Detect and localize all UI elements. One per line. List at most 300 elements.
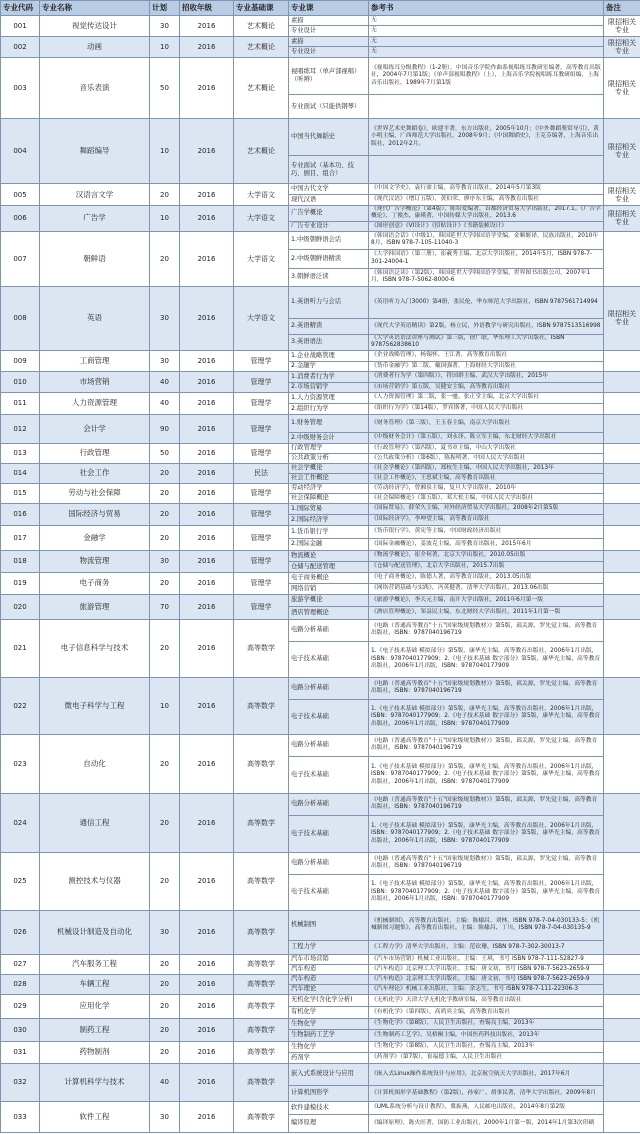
reference-book-cell: 《财务管理》（第三版），王玉春主编，南京大学出版社 xyxy=(369,414,604,432)
enroll-year-cell: 2016 xyxy=(180,572,234,594)
base-course-cell: 大学语文 xyxy=(234,184,289,206)
reference-book-cell: 《编译原理》，陈火旺著，国防工业出版社，2000年1月第一版，2014年1月第3次印刷 xyxy=(369,1114,604,1132)
major-name-cell: 药物制剂 xyxy=(40,1041,150,1063)
table-row xyxy=(1,58,640,95)
major-course-cell: 社会保障概论 xyxy=(289,493,369,503)
major-course-cell: 电路分析基础 xyxy=(289,793,369,815)
enroll-year-cell: 2016 xyxy=(180,206,234,232)
reference-book-cell: 《国际贸易》，薛荣久主编，对外经济贸易大学出版社，2008年2月第5版 xyxy=(369,503,604,514)
reference-book-cell: 1.《电子技术基础 模拟部分》第5版，康华光主编，高等教育出版社，2006年1月出版，ISBN：9787040177909；2.《电子技术基础 数字部分》第5版，康华光主编，高等教育出版社，2006年1月出版，ISBN：9787040177909 xyxy=(369,874,604,910)
plan-count-cell: 30 xyxy=(150,350,180,371)
enroll-year-cell: 2016 xyxy=(180,793,234,852)
table-row xyxy=(1,974,640,984)
major-code-cell: 012 xyxy=(1,414,40,443)
table-row xyxy=(1,734,640,756)
reference-book-cell: 《网络营销基础与实践》，冯英健著，清华大学出版社，2013.06出版 xyxy=(369,583,604,594)
header-reference: 参考书 xyxy=(369,1,604,16)
reference-book-cell: 无 xyxy=(369,16,604,26)
plan-count-cell: 50 xyxy=(150,443,180,463)
reference-book-cell: 《生物化学》（第8版），人民卫生出版社，查锡良主编，2013年 xyxy=(369,1018,604,1029)
base-course-cell: 高等数学 xyxy=(234,793,289,852)
note-cell: 限招相关专业 xyxy=(604,184,640,206)
major-course-cell: 汽车构造 xyxy=(289,974,369,984)
major-name-cell: 物流管理 xyxy=(40,550,150,572)
enroll-year-cell: 2016 xyxy=(180,954,234,974)
reference-book-cell: 无 xyxy=(369,47,604,58)
major-course-cell: 现代汉语 xyxy=(289,195,369,206)
note-cell xyxy=(604,392,640,414)
major-course-cell: 1.企业战略管理 xyxy=(289,350,369,361)
table-row xyxy=(1,119,640,156)
plan-count-cell: 70 xyxy=(150,594,180,619)
reference-book-cell: 《生物化学》（第8版），人民卫生出版社，查锡良主编，2013年 xyxy=(369,1041,604,1052)
base-course-cell: 艺术概论 xyxy=(234,37,289,58)
enroll-year-cell: 2016 xyxy=(180,994,234,1018)
note-cell: 限招相关专业 xyxy=(604,206,640,232)
plan-count-cell: 50 xyxy=(150,58,180,119)
header-plan: 计划 xyxy=(150,1,180,16)
major-code-cell: 014 xyxy=(1,463,40,483)
note-cell xyxy=(604,371,640,392)
note-cell xyxy=(604,852,640,910)
major-course-cell: 电子技术基础 xyxy=(289,815,369,852)
plan-count-cell: 20 xyxy=(150,852,180,910)
enroll-year-cell: 2016 xyxy=(180,119,234,184)
major-name-cell: 测控技术与仪器 xyxy=(40,852,150,910)
reference-book-cell: 《图形创意》《VI设计》《招贴设计》《书籍装帧设计》 xyxy=(369,221,604,231)
major-code-cell: 032 xyxy=(1,1063,40,1101)
plan-count-cell: 20 xyxy=(150,525,180,550)
plan-count-cell: 30 xyxy=(150,910,180,954)
major-code-cell: 018 xyxy=(1,550,40,572)
major-name-cell: 人力资源管理 xyxy=(40,392,150,414)
major-code-cell: 023 xyxy=(1,734,40,793)
reference-book-cell: 《酒店管理概论》，邹益民主编，东北财经大学出版社，2011年1月第一版 xyxy=(369,606,604,619)
major-course-cell: 电子技术基础 xyxy=(289,756,369,793)
note-cell: 限招相关专业 xyxy=(604,58,640,119)
plan-count-cell: 20 xyxy=(150,483,180,503)
reference-book-cell: 《大学英语语法讲座与测试》第三版，徐广联，华东理工大学出版社，ISBN 9787562838610 xyxy=(369,334,604,350)
major-course-cell: 汽车构造 xyxy=(289,964,369,974)
major-course-cell: 1.人力资源管理 xyxy=(289,392,369,403)
major-course-cell: 行政管理学 xyxy=(289,443,369,453)
header-major-course: 专业课 xyxy=(289,1,369,16)
major-name-cell: 机械设计制造及自动化 xyxy=(40,910,150,954)
major-course-cell: 1.中级朝鲜语会话 xyxy=(289,231,369,249)
table-row xyxy=(1,1101,640,1114)
reference-book-cell: 《社会学概论》（第四版），郑杭生主编，中国人民大学出版社，2013年 xyxy=(369,463,604,473)
enroll-year-cell: 2016 xyxy=(180,392,234,414)
major-course-cell: 2.组织行为学 xyxy=(289,403,369,414)
reference-book-cell: 《电路（普通高等教育"十五"国家级规划教材）》第5版，邱关源，罗先觉主编，高等教育出版社，ISBN：9787040196719 xyxy=(369,852,604,874)
table-row xyxy=(1,443,640,453)
major-code-cell: 029 xyxy=(1,994,40,1018)
base-course-cell: 高等数学 xyxy=(234,954,289,974)
major-course-cell: 3.英语语法 xyxy=(289,334,369,350)
reference-book-cell: 《消费者行为学（第四版）》，符国群主编，武汉大学出版社，2015年 xyxy=(369,371,604,382)
table-row xyxy=(1,910,640,940)
major-course-cell: 电子技术基础 xyxy=(289,699,369,734)
reference-book-cell: 《人力资源管理》第二版，张一驰、张正堂主编，北京大学出版社 xyxy=(369,392,604,403)
table-row xyxy=(1,619,640,641)
plan-count-cell: 30 xyxy=(150,550,180,572)
table-row xyxy=(1,503,640,514)
major-code-cell: 001 xyxy=(1,16,40,37)
major-name-cell: 自动化 xyxy=(40,734,150,793)
major-name-cell: 电子商务 xyxy=(40,572,150,594)
major-name-cell: 旅游管理 xyxy=(40,594,150,619)
plan-count-cell: 40 xyxy=(150,371,180,392)
plan-count-cell: 40 xyxy=(150,1063,180,1101)
reference-book-cell: 《货币金融学》第二版，戴国强著，上海财经大学出版社 xyxy=(369,361,604,371)
major-course-cell: 广告学概论 xyxy=(289,206,369,222)
plan-count-cell: 20 xyxy=(150,463,180,483)
table-row xyxy=(1,231,640,249)
table-row xyxy=(1,525,640,538)
major-course-cell: 素描 xyxy=(289,16,369,26)
table-row xyxy=(1,1063,640,1085)
table-row xyxy=(1,1018,640,1029)
base-course-cell: 高等数学 xyxy=(234,734,289,793)
reference-book-cell: 《电路（普通高等教育"十五"国家级规划教材）》第5版，邱关源，罗先觉主编，高等教育出版社，ISBN：9787040196719 xyxy=(369,619,604,641)
table-row xyxy=(1,793,640,815)
plan-count-cell: 30 xyxy=(150,286,180,350)
major-code-cell: 022 xyxy=(1,677,40,734)
major-name-cell: 舞蹈编导 xyxy=(40,119,150,184)
major-course-cell: 社会工作概论 xyxy=(289,473,369,483)
reference-book-cell: 《大学韩国语》（第三册），崔羲秀主编，北京大学出版社，2014年5月，ISBN 978-7-301-24004-1 xyxy=(369,249,604,268)
major-code-cell: 026 xyxy=(1,910,40,954)
plan-count-cell: 20 xyxy=(150,793,180,852)
major-course-cell: 生物化学 xyxy=(289,1018,369,1029)
reference-book-cell: 《行政管理学》（第四版），夏书章主编，中山大学出版社 xyxy=(369,443,604,453)
major-course-cell: 1.财务管理 xyxy=(289,414,369,432)
enroll-year-cell: 2016 xyxy=(180,1101,234,1132)
reference-book-cell: 无 xyxy=(369,26,604,37)
major-code-cell: 011 xyxy=(1,392,40,414)
reference-book-cell: 1.《电子技术基础 模拟部分》第5版，康华光主编，高等教育出版社，2006年1月出版，ISBN：9787040177909；2.《电子技术基础 数字部分》第5版，康华光主编，高等教育出版社，2006年1月出版，ISBN：9787040177909 xyxy=(369,815,604,852)
major-course-cell: 2.金融学 xyxy=(289,361,369,371)
major-name-cell: 行政管理 xyxy=(40,443,150,463)
plan-count-cell: 20 xyxy=(150,954,180,974)
major-course-cell: 视唱练耳（单声部视唱）（听辨） xyxy=(289,58,369,95)
major-course-cell: 编译原理 xyxy=(289,1114,369,1132)
major-course-cell: 电路分析基础 xyxy=(289,734,369,756)
note-cell: 限招相关专业 xyxy=(604,286,640,350)
major-name-cell: 工商管理 xyxy=(40,350,150,371)
note-cell xyxy=(604,793,640,852)
reference-book-cell xyxy=(369,95,604,119)
major-code-cell: 003 xyxy=(1,58,40,119)
note-cell xyxy=(604,483,640,503)
major-course-cell: 电子商务概论 xyxy=(289,572,369,583)
note-cell xyxy=(604,1041,640,1063)
major-course-cell: 专业设计 xyxy=(289,26,369,37)
base-course-cell: 高等数学 xyxy=(234,677,289,734)
major-course-cell: 专业面试（基本功、技巧、剧目、组合） xyxy=(289,156,369,184)
major-course-cell: 工程力学 xyxy=(289,940,369,954)
reference-book-cell: 《电子商务概论》，陈德人著，高等教育出版社，2013.05出版 xyxy=(369,572,604,583)
major-name-cell: 汽车服务工程 xyxy=(40,954,150,974)
header-row xyxy=(1,1,640,16)
note-cell xyxy=(604,677,640,734)
table-row xyxy=(1,954,640,964)
major-course-cell: 汽车理论 xyxy=(289,984,369,994)
base-course-cell: 管理学 xyxy=(234,594,289,619)
major-name-cell: 广告学 xyxy=(40,206,150,232)
base-course-cell: 高等数学 xyxy=(234,619,289,677)
major-course-cell: 计算机图形学 xyxy=(289,1085,369,1101)
enroll-year-cell: 2016 xyxy=(180,734,234,793)
table-row xyxy=(1,572,640,583)
note-cell xyxy=(604,594,640,619)
plan-count-cell: 20 xyxy=(150,184,180,206)
major-code-cell: 015 xyxy=(1,483,40,503)
reference-book-cell: 《机械制图》，高等教育出版社，主编：陈棣昌、刘林，ISBN 978-7-04-030133-5；《机械制图习题集》，高等教育出版社，主编：陈棣昌、丁川，ISBN 978-7-04-030135-9 xyxy=(369,910,604,940)
major-course-cell: 机械制图 xyxy=(289,910,369,940)
table-row xyxy=(1,677,640,699)
header-note: 备注 xyxy=(604,1,640,16)
enroll-year-cell: 2016 xyxy=(180,910,234,954)
reference-book-cell: 《企业战略管理》，杨锡怀、王江著，高等教育出版社 xyxy=(369,350,604,361)
major-name-cell: 金融学 xyxy=(40,525,150,550)
major-course-cell: 旅游学概论 xyxy=(289,594,369,606)
plan-count-cell: 20 xyxy=(150,572,180,594)
base-course-cell: 艺术概论 xyxy=(234,119,289,184)
major-course-cell: 社会学概论 xyxy=(289,463,369,473)
note-cell: 限招相关专业 xyxy=(604,119,640,184)
base-course-cell: 管理学 xyxy=(234,483,289,503)
reference-book-cell: 《电路（普通高等教育"十五"国家级规划教材）》第5版，邱关源，罗先觉主编，高等教育出版社，ISBN：9787040196719 xyxy=(369,793,604,815)
enroll-year-cell: 2016 xyxy=(180,16,234,37)
plan-count-cell: 10 xyxy=(150,119,180,184)
base-course-cell: 高等数学 xyxy=(234,852,289,910)
major-course-cell: 2.市场营销学 xyxy=(289,382,369,392)
major-code-cell: 005 xyxy=(1,184,40,206)
reference-book-cell: 《国际经济学》，李坤望主编，高等教育出版社 xyxy=(369,514,604,525)
major-name-cell: 劳动与社会保障 xyxy=(40,483,150,503)
table-row xyxy=(1,483,640,493)
reference-book-cell: 《视唱练耳分级教程》（1-2册），中国音乐学院作曲系视唱练耳教研室编著，高等教育出版社，2004年7月第1版；《单声部视唱教程》（上），上海音乐学院视唱练耳教研组编，上海音乐出版社，1989年7月第1版 xyxy=(369,58,604,95)
note-cell xyxy=(604,1063,640,1101)
reference-book-cell: 《公共政策分析》（第6版），陈振明著，中国人民大学出版社 xyxy=(369,453,604,463)
base-course-cell: 管理学 xyxy=(234,503,289,525)
base-course-cell: 高等数学 xyxy=(234,1018,289,1041)
reference-book-cell: 《电路（普通高等教育"十五"国家级规划教材）》第5版，邱关源，罗先觉主编，高等教育出版社，ISBN：9787040196719 xyxy=(369,734,604,756)
plan-count-cell: 40 xyxy=(150,392,180,414)
major-course-cell: 中国当代舞蹈史 xyxy=(289,119,369,156)
major-course-cell: 广告专业设计 xyxy=(289,221,369,231)
major-code-cell: 025 xyxy=(1,852,40,910)
reference-book-cell: 《劳动经济学》，曾湘泉主编，复旦大学出版社，2010年 xyxy=(369,483,604,493)
enroll-year-cell: 2016 xyxy=(180,350,234,371)
major-code-cell: 008 xyxy=(1,286,40,350)
base-course-cell: 高等数学 xyxy=(234,910,289,954)
reference-book-cell: 《汽车理论》机械工业出版社，主编：余志生，书号 ISBN 978-7-111-22306-3 xyxy=(369,984,604,994)
enroll-year-cell: 2016 xyxy=(180,286,234,350)
enroll-year-cell: 2016 xyxy=(180,414,234,443)
major-course-cell: 1.货币银行学 xyxy=(289,525,369,538)
reference-book-cell: 《社会工作概论》，王思斌主编，高等教育出版社 xyxy=(369,473,604,483)
reference-book-cell: 《生物制药工艺学》，吴梧桐主编，中国医药科技出版社，2013年 xyxy=(369,1029,604,1041)
reference-book-cell xyxy=(369,156,604,184)
enroll-year-cell: 2016 xyxy=(180,1063,234,1101)
major-course-cell: 无机化学(含化学分析) xyxy=(289,994,369,1006)
base-course-cell: 民法 xyxy=(234,463,289,483)
plan-count-cell: 30 xyxy=(150,16,180,37)
base-course-cell: 管理学 xyxy=(234,350,289,371)
enroll-year-cell: 2016 xyxy=(180,58,234,119)
base-course-cell: 高等数学 xyxy=(234,1101,289,1132)
major-code-cell: 010 xyxy=(1,371,40,392)
note-cell xyxy=(604,350,640,371)
reference-book-cell: 《市场营销学》第五版，吴健安主编，高等教育出版社 xyxy=(369,382,604,392)
reference-book-cell: 《计算机图形学基础教程》（第2版），孙家广、胡事民著，清华大学出版社，2009年8月 xyxy=(369,1085,604,1101)
table-row xyxy=(1,16,640,26)
major-name-cell: 音乐表演 xyxy=(40,58,150,119)
major-course-cell: 专业面试（只能供钢琴） xyxy=(289,95,369,119)
note-cell xyxy=(604,443,640,463)
major-name-cell: 微电子科学与工程 xyxy=(40,677,150,734)
enroll-year-cell: 2016 xyxy=(180,231,234,286)
major-code-cell: 007 xyxy=(1,231,40,286)
reference-book-cell: 无 xyxy=(369,37,604,47)
major-course-cell: 2.英语精读 xyxy=(289,318,369,334)
major-name-cell: 车辆工程 xyxy=(40,974,150,994)
base-course-cell: 管理学 xyxy=(234,525,289,550)
base-course-cell: 高等数学 xyxy=(234,1041,289,1063)
major-course-cell: 3.朝鲜语泛读 xyxy=(289,268,369,286)
reference-book-cell: 《组织行为学》（第14版），罗宾斯著，中国人民大学出版社 xyxy=(369,403,604,414)
plan-count-cell: 20 xyxy=(150,1041,180,1063)
base-course-cell: 高等数学 xyxy=(234,1063,289,1101)
major-course-cell: 嵌入式系统设计与应用 xyxy=(289,1063,369,1085)
table-row xyxy=(1,371,640,382)
major-course-cell: 软件建模技术 xyxy=(289,1101,369,1114)
note-cell xyxy=(604,734,640,793)
plan-count-cell: 20 xyxy=(150,974,180,994)
major-code-cell: 019 xyxy=(1,572,40,594)
note-cell xyxy=(604,550,640,572)
plan-count-cell: 20 xyxy=(150,994,180,1018)
major-course-cell: 中国古代文学 xyxy=(289,184,369,195)
reference-book-cell: 《货币银行学》，黄宪等主编，中国财政经济出版社 xyxy=(369,525,604,538)
enroll-year-cell: 2016 xyxy=(180,503,234,525)
major-code-cell: 004 xyxy=(1,119,40,184)
note-cell xyxy=(604,994,640,1018)
major-code-cell: 017 xyxy=(1,525,40,550)
enroll-year-cell: 2016 xyxy=(180,483,234,503)
major-code-cell: 030 xyxy=(1,1018,40,1041)
major-course-cell: 素描 xyxy=(289,37,369,47)
note-cell xyxy=(604,974,640,994)
major-code-cell: 033 xyxy=(1,1101,40,1132)
table-body xyxy=(1,16,640,1133)
enroll-year-cell: 2016 xyxy=(180,594,234,619)
major-code-cell: 021 xyxy=(1,619,40,677)
reference-book-cell: 《汽车市场营销》机械工业出版社，主编：王琪，书号 ISBN 978-7-111-52827-9 xyxy=(369,954,604,964)
plan-count-cell: 10 xyxy=(150,206,180,232)
major-code-cell: 020 xyxy=(1,594,40,619)
major-name-cell: 国际经济与贸易 xyxy=(40,503,150,525)
major-course-cell: 2.国际经济学 xyxy=(289,514,369,525)
base-course-cell: 管理学 xyxy=(234,443,289,463)
base-course-cell: 管理学 xyxy=(234,572,289,594)
major-course-cell: 公共政策分析 xyxy=(289,453,369,463)
base-course-cell: 高等数学 xyxy=(234,974,289,994)
table-row xyxy=(1,550,640,561)
reference-book-cell: 《世界艺术史舞蹈卷》，欧建平著，东方出版社，2005年10月；《中外舞蹈鉴赏导引》，黄小明主编，广西师范大学出版社，2008年9月；《中国舞蹈史》，王克芬编著，上海音乐出版社，2012年2月。 xyxy=(369,119,604,156)
reference-book-cell: 1.《电子技术基础 模拟部分》第5版，康华光主编，高等教育出版社，2006年1月出版，ISBN：9787040177909；2.《电子技术基础 数字部分》第5版，康华光主编，高等教育出版社，2006年1月出版，ISBN：9787040177909 xyxy=(369,756,604,793)
plan-count-cell: 10 xyxy=(150,677,180,734)
table-row xyxy=(1,994,640,1006)
major-course-cell: 2.国际金融 xyxy=(289,538,369,550)
major-course-cell: 酒店管理概论 xyxy=(289,606,369,619)
reference-book-cell: 《社会保障概论》（第五版），邓大松主编，中国人民大学出版社 xyxy=(369,493,604,503)
plan-count-cell: 10 xyxy=(150,37,180,58)
major-name-cell: 计算机科学与技术 xyxy=(40,1063,150,1101)
enroll-year-cell: 2016 xyxy=(180,443,234,463)
note-cell xyxy=(604,910,640,954)
major-course-cell: 生物制药工艺学 xyxy=(289,1029,369,1041)
note-cell xyxy=(604,954,640,974)
note-cell xyxy=(604,572,640,594)
major-course-cell: 网络营销 xyxy=(289,583,369,594)
major-code-cell: 002 xyxy=(1,37,40,58)
major-code-cell: 009 xyxy=(1,350,40,371)
plan-count-cell: 20 xyxy=(150,734,180,793)
major-code-cell: 028 xyxy=(1,974,40,994)
reference-book-cell: 《嵌入式Linux操作系统设计与应用》，北京航空航天大学出版社，2017年6月 xyxy=(369,1063,604,1085)
enroll-year-cell: 2016 xyxy=(180,1018,234,1041)
header-code: 专业代码 xyxy=(1,1,40,16)
plan-count-cell: 20 xyxy=(150,1018,180,1041)
major-course-cell: 1.国际贸易 xyxy=(289,503,369,514)
enroll-year-cell: 2016 xyxy=(180,1041,234,1063)
major-name-cell: 应用化学 xyxy=(40,994,150,1018)
note-cell xyxy=(604,414,640,443)
major-course-cell: 1.英语听力与会话 xyxy=(289,286,369,318)
base-course-cell: 管理学 xyxy=(234,550,289,572)
reference-book-cell: 《中级财务会计》（第五版），刘永泽、陈立军主编，东北财经大学出版社 xyxy=(369,432,604,443)
base-course-cell: 高等数学 xyxy=(234,994,289,1018)
table-row xyxy=(1,286,640,318)
major-course-cell: 2.中级财务会计 xyxy=(289,432,369,443)
enroll-year-cell: 2016 xyxy=(180,677,234,734)
major-code-cell: 027 xyxy=(1,954,40,974)
note-cell xyxy=(604,463,640,483)
enroll-year-cell: 2016 xyxy=(180,184,234,206)
base-course-cell: 管理学 xyxy=(234,392,289,414)
base-course-cell: 大学语文 xyxy=(234,286,289,350)
major-course-cell: 电子技术基础 xyxy=(289,641,369,677)
enroll-year-cell: 2016 xyxy=(180,525,234,550)
reference-book-cell: 《英语听力入门3000》第4册，张民伦，华东师范大学出版社，ISBN 9787561714994 xyxy=(369,286,604,318)
reference-book-cell: 《韩国语会话》（中级1），韩国延世大学韩国语学堂编，金顺姬译，民族出版社，2010年8月，ISBN 978-7-105-11040-3 xyxy=(369,231,604,249)
header-base-course: 专业基础课 xyxy=(234,1,289,16)
header-year: 招收年级 xyxy=(180,1,234,16)
major-name-cell: 电子信息科学与技术 xyxy=(40,619,150,677)
reference-book-cell: 1.《电子技术基础 模拟部分》第5版，康华光主编，高等教育出版社，2006年1月出版，ISBN：9787040177909；2.《电子技术基础 数字部分》第5版，康华光主编，高等教育出版社，2006年1月出版，ISBN：9787040177909 xyxy=(369,641,604,677)
reference-book-cell: 《汽车构造》北京理工大学出版社，主编：唐文初，书号 ISBN 978-7-5623-2659-9 xyxy=(369,964,604,974)
reference-book-cell: 《仓储与配送管理》，北京大学出版社，2015.7出版 xyxy=(369,561,604,572)
note-cell: 限招相关专业 xyxy=(604,37,640,58)
reference-book-cell: 1.《电子技术基础 模拟部分》第5版，康华光主编，高等教育出版社，2006年1月出版，ISBN：9787040177909；2.《电子技术基础 数字部分》第5版，康华光主编，高等教育出版社，2006年1月出版，ISBN：9787040177909 xyxy=(369,699,604,734)
enroll-year-cell: 2016 xyxy=(180,852,234,910)
note-cell xyxy=(604,1018,640,1041)
major-name-cell: 动画 xyxy=(40,37,150,58)
base-course-cell: 艺术概论 xyxy=(234,58,289,119)
